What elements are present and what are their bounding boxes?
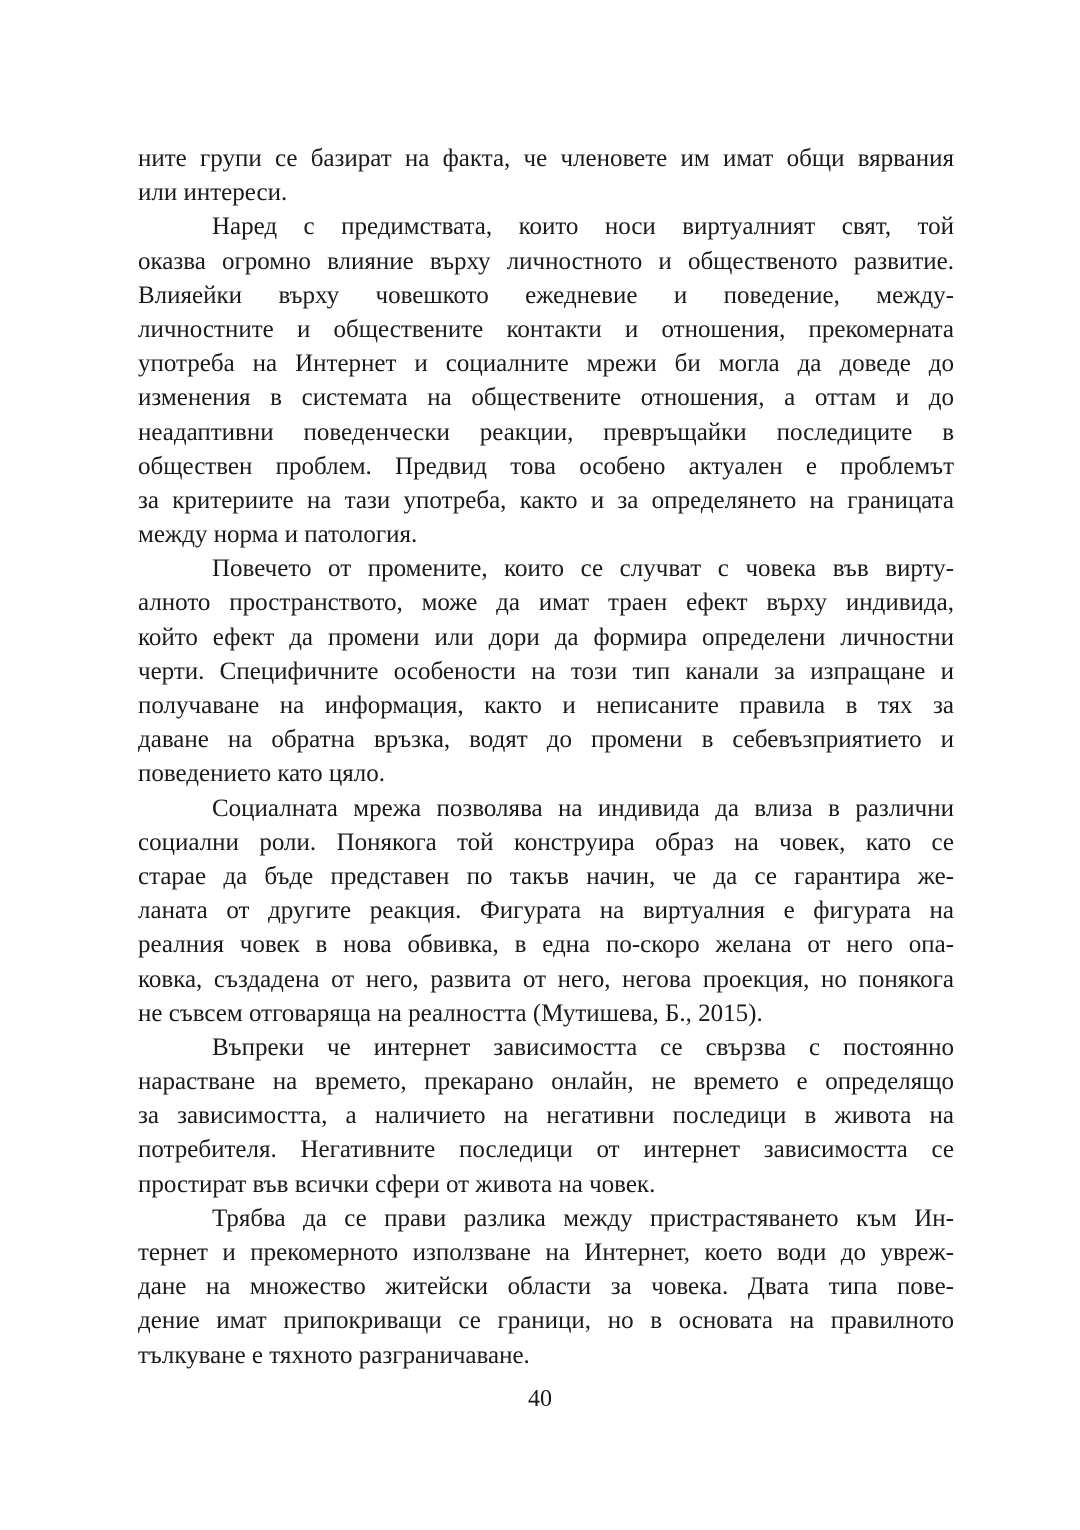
text-line: ковка, създадена от него, развита от него, негова проекция, но понякога <box>138 965 954 993</box>
text-line: употреба на Интернет и социалните мрежи би могла да доведе до <box>138 350 954 378</box>
paragraph-5 <box>138 1031 954 1202</box>
text-line: обществен проблем. Предвид това особено актуален е проблемът <box>138 452 954 480</box>
paragraph-6 <box>138 1202 954 1373</box>
text-line: получаване на информация, както и неписаните правила в тях за <box>138 692 954 719</box>
paragraph-4 <box>138 792 954 1031</box>
text-line: Наред с предимствата, които носи виртуалният свят, той <box>212 213 954 241</box>
text-line: който ефект да промени или дори да формира определени личностни <box>138 623 954 651</box>
text-line: черти. Специфичните особености на този тип канали за изпращане и <box>138 657 954 685</box>
text-line: поведението като цяло. <box>138 760 385 788</box>
text-line: простират във всички сфери от живота на човек. <box>138 1170 656 1198</box>
paragraph-1 <box>138 142 954 210</box>
text-line: дение имат припокриващи се граници, но в основата на правилното <box>138 1307 954 1335</box>
text-line: потребителя. Негативните последици от интернет зависимостта се <box>138 1136 954 1164</box>
text-line: реалния човек в нова обвивка, в една по-скоро желана от него опа- <box>138 931 954 959</box>
text-line: личностните и обществените контакти и отношения, прекомерната <box>138 315 954 343</box>
text-line: дане на множество житейски области за човека. Двата типа пове- <box>138 1273 954 1301</box>
text-line: старае да бъде представен по такъв начин, че да се гарантира же- <box>138 862 954 890</box>
text-line: за зависимостта, а наличието на негативни последици в живота на <box>138 1102 954 1130</box>
paragraph-2 <box>138 210 954 552</box>
text-line: тълкуване е тяхното разграничаване. <box>138 1341 530 1369</box>
text-line: или интереси. <box>138 179 288 207</box>
text-line: социални роли. Понякога той конструира образ на човек, като се <box>138 828 954 856</box>
text-line: Социалната мрежа позволява на индивида да влиза в различни <box>212 794 954 822</box>
page-body <box>138 142 954 1373</box>
paragraph-3 <box>138 552 954 791</box>
text-line: даване на обратна връзка, водят до промени в себевъзприятието и <box>138 726 954 754</box>
text-line: ланата от другите реакция. Фигурата на виртуалния е фигурата на <box>138 897 954 925</box>
text-line: нарастване на времето, прекарано онлайн, не времето е определящо <box>138 1068 954 1096</box>
text-line: между норма и патология. <box>138 521 418 549</box>
text-line: алното пространството, може да имат траен ефект върху индивида, <box>138 589 954 617</box>
text-line: изменения в системата на обществените отношения, а оттам и до <box>138 384 954 412</box>
text-line: Въпреки че интернет зависимостта се свързва с постоянно <box>212 1033 954 1061</box>
text-line: за критериите на тази употреба, както и за определянето на границата <box>138 486 954 514</box>
text-line: не съвсем отговаряща на реалността (Мутишева, Б., 2015). <box>138 999 763 1027</box>
text-line: неадаптивни поведенчески реакции, превръщайки последиците в <box>138 418 954 446</box>
text-line: ните групи се базират на факта, че членовете им имат общи вярвания <box>138 145 954 172</box>
text-line: Трябва да се прави разлика между пристрастяването към Ин- <box>212 1204 954 1232</box>
text-line: Влияейки върху човешкото ежедневие и поведение, между- <box>138 281 954 309</box>
text-line: Повечето от промените, които се случват с човека във вирту- <box>212 555 954 583</box>
text-line: оказва огромно влияние върху личностното и общественото развитие. <box>138 247 954 275</box>
page-number: 40 <box>528 1386 552 1412</box>
text-line: тернет и прекомерното използване на Интернет, което води до увреж- <box>138 1239 954 1266</box>
